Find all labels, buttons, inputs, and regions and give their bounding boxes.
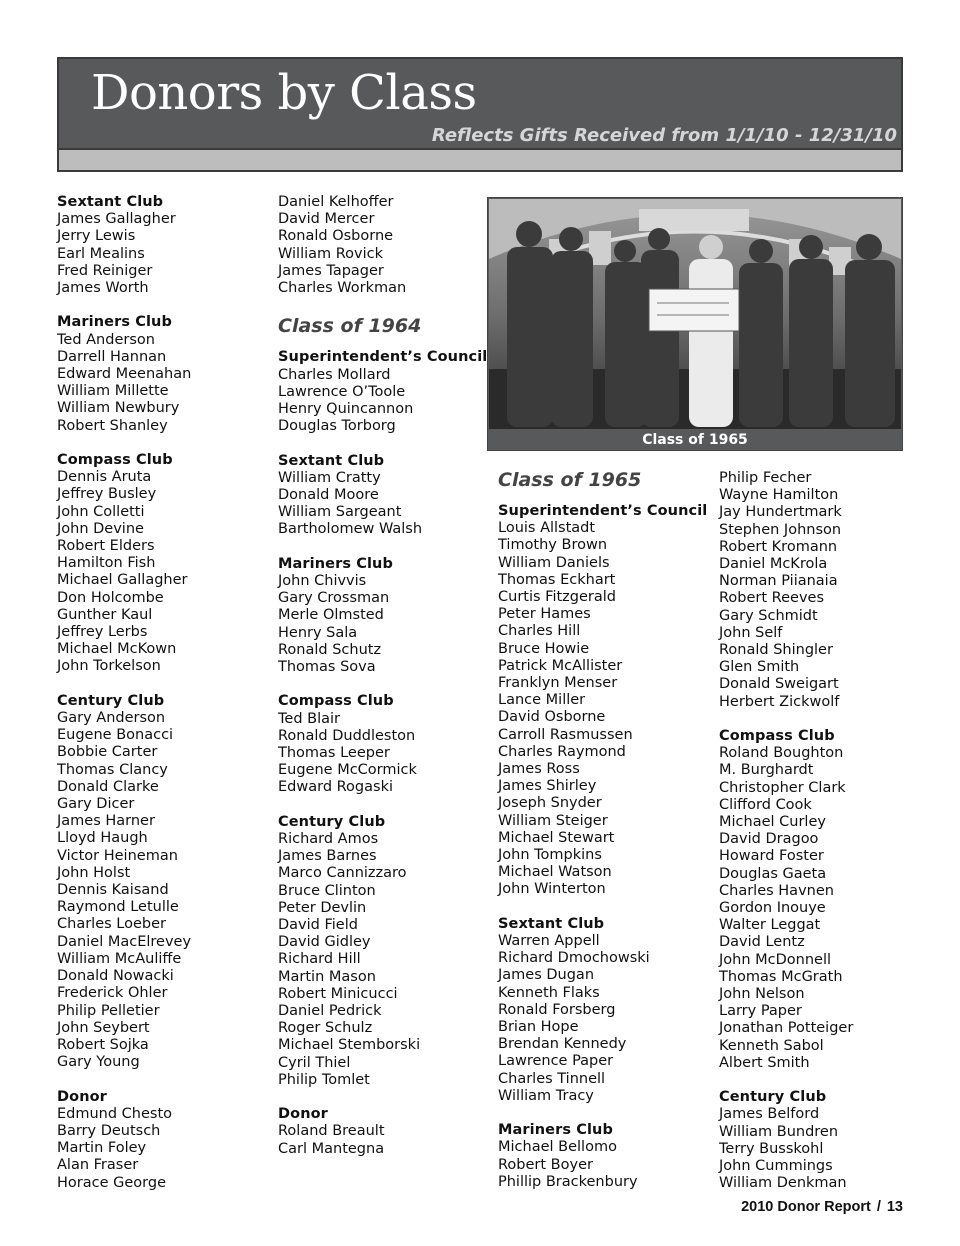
club-heading: Sextant Club: [57, 194, 164, 210]
donor-name: Raymond Letulle: [57, 899, 179, 916]
donor-name: Gunther Kaul: [57, 606, 153, 623]
donor-name: Glen Smith: [719, 659, 800, 676]
donor-name: Frederick Ohler: [57, 985, 168, 1002]
donor-name: William Tracy: [498, 1087, 594, 1104]
page-number: 13: [886, 1199, 903, 1215]
donor-name: Donald Nowacki: [57, 968, 174, 985]
donor-name: Gary Crossman: [278, 590, 390, 607]
donor-name: William Newbury: [57, 400, 180, 417]
donor-name: Martin Mason: [278, 968, 376, 985]
donor-name: Robert Shanley: [57, 417, 168, 434]
donor-name: Philip Pelletier: [57, 1002, 160, 1019]
section-spacer: [498, 1105, 707, 1122]
club-heading: Century Club: [57, 692, 165, 709]
donor-name: Daniel Pedrick: [278, 1003, 382, 1020]
donor-name: Charles Loeber: [57, 916, 166, 933]
section-spacer: [278, 676, 487, 693]
donor-name: Roland Boughton: [719, 745, 844, 762]
donor-name: Ronald Schutz: [278, 641, 382, 658]
donor-name: Bartholomew Walsh: [278, 521, 423, 538]
donor-name: Wayne Hamilton: [719, 487, 839, 504]
club-heading: Superintendent’s Council: [498, 503, 708, 519]
donor-name: Ted Anderson: [57, 331, 155, 348]
donor-name: Brendan Kennedy: [498, 1036, 627, 1053]
donor-name: James Barnes: [278, 848, 377, 865]
donor-name: John Nelson: [719, 986, 805, 1003]
section-spacer: [278, 539, 487, 556]
donor-name: Marco Cannizzaro: [278, 865, 407, 882]
donor-name: Jeffrey Lerbs: [57, 624, 148, 641]
donor-name: James Gallagher: [57, 211, 176, 228]
donor-name: John Winterton: [498, 881, 606, 898]
section-spacer: [498, 899, 707, 916]
donor-name: David Osborne: [498, 709, 606, 726]
class-year-title: Class of 1965: [498, 469, 642, 491]
donor-name: Kenneth Flaks: [498, 984, 600, 1001]
footer-separator: /: [876, 1199, 881, 1215]
donor-name: David Mercer: [278, 211, 375, 228]
donor-name: James Worth: [57, 280, 149, 297]
section-spacer: [278, 1089, 487, 1106]
donor-name: Michael Stewart: [498, 829, 615, 846]
section-spacer: [278, 797, 487, 814]
donor-name: Dennis Kaisand: [57, 882, 169, 899]
donor-name: Albert Smith: [719, 1054, 810, 1071]
section-spacer: [57, 297, 191, 314]
donor-name: Michael Curley: [719, 814, 826, 831]
donor-name: Daniel McKrola: [719, 556, 828, 573]
donor-name: Earl Mealins: [57, 245, 145, 262]
page-subtitle: Reflects Gifts Received from 1/1/10 - 12/31/10: [431, 125, 897, 146]
donor-name: John Torkelson: [57, 658, 161, 675]
donor-name: Robert Elders: [57, 538, 155, 555]
donor-name: Edmund Chesto: [57, 1105, 173, 1122]
donor-name: Darrell Hannan: [57, 348, 167, 365]
donor-name: Don Holcombe: [57, 589, 164, 606]
donor-name: David Field: [278, 917, 358, 934]
donor-name: Eugene McCormick: [278, 762, 417, 779]
donor-name: Phillip Brackenbury: [498, 1173, 638, 1190]
donor-name: Horace George: [57, 1174, 166, 1191]
header-band: [59, 148, 901, 170]
page-header: [57, 57, 903, 172]
donor-column-3: [498, 468, 707, 1191]
donor-name: Henry Quincannon: [278, 401, 414, 418]
donor-name: Carroll Rasmussen: [498, 726, 633, 743]
donor-name: Gary Schmidt: [719, 607, 818, 624]
club-heading: Compass Club: [278, 693, 394, 710]
donor-name: Carl Mantegna: [278, 1140, 385, 1157]
donor-name: James Harner: [57, 813, 155, 830]
donor-name: Charles Mollard: [278, 366, 391, 383]
page-title: Donors by Class: [91, 65, 477, 121]
donor-name: Thomas Sova: [278, 659, 376, 676]
donor-name: Warren Appell: [498, 933, 600, 950]
donor-name: Jeffrey Busley: [57, 486, 157, 503]
donor-name: John Seybert: [57, 1019, 150, 1036]
donor-name: Louis Allstadt: [498, 520, 596, 537]
donor-name: Franklyn Menser: [498, 675, 618, 692]
donor-name: Gary Young: [57, 1054, 140, 1071]
donor-name: James Belford: [719, 1106, 820, 1123]
donor-name: Alan Fraser: [57, 1157, 139, 1174]
donor-name: Douglas Torborg: [278, 418, 396, 435]
donor-name: Donald Clarke: [57, 778, 159, 795]
donor-name: M. Burghardt: [719, 762, 814, 779]
photo-caption: Class of 1965: [642, 432, 748, 448]
donor-name: Bobbie Carter: [57, 744, 158, 761]
donor-name: William Daniels: [498, 554, 610, 571]
donor-name: John Colletti: [57, 503, 145, 520]
donor-name: Daniel Kelhoffer: [278, 194, 394, 210]
section-spacer: [719, 711, 853, 728]
donor-name: Bruce Howie: [498, 640, 590, 657]
donor-name: James Ross: [498, 761, 580, 778]
donor-name: Bruce Clinton: [278, 882, 376, 899]
donor-name: Michael McKown: [57, 641, 177, 658]
donor-name: John Holst: [57, 864, 131, 881]
donor-name: Michael Gallagher: [57, 572, 188, 589]
donor-name: Charles Hill: [498, 623, 581, 640]
donor-name: Lawrence O’Toole: [278, 383, 406, 400]
section-spacer: [57, 435, 191, 452]
donor-name: Thomas Clancy: [57, 761, 168, 778]
donor-column-2: [278, 194, 487, 1158]
donor-name: Michael Stemborski: [278, 1037, 421, 1054]
donor-name: Philip Fecher: [719, 470, 812, 486]
club-heading: Donor: [278, 1106, 328, 1123]
donor-name: Kenneth Sabol: [719, 1037, 824, 1054]
donor-name: Ronald Forsberg: [498, 1001, 616, 1018]
class-photo: [487, 197, 903, 451]
report-name: 2010 Donor Report: [741, 1199, 871, 1215]
club-heading: Compass Club: [57, 452, 173, 469]
club-heading: Superintendent’s Council: [278, 349, 488, 366]
donor-name: Norman Piianaia: [719, 573, 838, 590]
donor-name: Peter Hames: [498, 606, 591, 623]
donor-name: William Sargeant: [278, 504, 402, 521]
donor-name: Jerry Lewis: [57, 228, 136, 245]
donor-name: Martin Foley: [57, 1140, 147, 1157]
donor-name: John Tompkins: [498, 847, 602, 864]
donor-name: Barry Deutsch: [57, 1122, 161, 1139]
donor-name: Timothy Brown: [498, 537, 608, 554]
donor-name: Donald Moore: [278, 487, 379, 504]
section-spacer: [57, 676, 191, 693]
donor-name: Larry Paper: [719, 1003, 802, 1020]
donor-name: Gordon Inouye: [719, 900, 826, 917]
donor-name: Stephen Johnson: [719, 521, 842, 538]
club-heading: Donor: [57, 1088, 107, 1105]
club-heading: Century Club: [278, 813, 386, 830]
donor-column-1: [57, 194, 191, 1192]
donor-name: Thomas Eckhart: [498, 571, 616, 588]
donor-name: Richard Hill: [278, 951, 361, 968]
page-footer: [741, 1199, 903, 1215]
donor-name: Herbert Zickwolf: [719, 693, 840, 710]
donor-name: David Dragoo: [719, 831, 819, 848]
section-spacer: [278, 297, 487, 314]
donor-name: Ronald Osborne: [278, 228, 394, 245]
section-spacer: [57, 1071, 191, 1088]
group-photo-image: [489, 199, 901, 429]
donor-name: Henry Sala: [278, 624, 358, 641]
donor-name: William Steiger: [498, 812, 608, 829]
donor-name: Robert Boyer: [498, 1156, 593, 1173]
donor-name: James Shirley: [498, 778, 597, 795]
donor-name: Jonathan Potteiger: [719, 1020, 854, 1037]
donor-name: Cyril Thiel: [278, 1054, 351, 1071]
donor-name: Joseph Snyder: [498, 795, 602, 812]
donor-name: John McDonnell: [719, 951, 832, 968]
donor-name: Brian Hope: [498, 1019, 579, 1036]
club-heading: Century Club: [719, 1089, 827, 1106]
section-spacer: [719, 1072, 853, 1089]
donor-name: John Self: [719, 624, 783, 641]
donor-name: Terry Busskohl: [719, 1140, 824, 1157]
club-heading: Mariners Club: [278, 555, 393, 572]
donor-name: Peter Devlin: [278, 899, 367, 916]
donor-name: Roger Schulz: [278, 1020, 373, 1037]
donor-name: William Rovick: [278, 245, 384, 262]
donor-name: John Cummings: [719, 1158, 833, 1175]
donor-name: Eugene Bonacci: [57, 727, 174, 744]
donor-name: Charles Havnen: [719, 882, 834, 899]
donor-name: Gary Anderson: [57, 710, 166, 727]
donor-name: Walter Leggat: [719, 917, 821, 934]
donor-name: Jay Hundertmark: [719, 504, 842, 521]
donor-name: Curtis Fitzgerald: [498, 589, 616, 606]
donor-name: Thomas Leeper: [278, 745, 390, 762]
donor-name: Christopher Clark: [719, 779, 846, 796]
donor-name: Ronald Duddleston: [278, 727, 416, 744]
donor-name: Charles Tinnell: [498, 1070, 606, 1087]
donor-name: Charles Raymond: [498, 743, 626, 760]
donor-name: Merle Olmsted: [278, 607, 384, 624]
donor-name: Michael Watson: [498, 864, 612, 881]
donor-name: Robert Minicucci: [278, 985, 398, 1002]
donor-name: Victor Heineman: [57, 847, 178, 864]
donor-column-4: [719, 470, 853, 1193]
donor-name: Donald Sweigart: [719, 676, 839, 693]
donor-name: William Denkman: [719, 1175, 847, 1192]
donor-name: Clifford Cook: [719, 796, 812, 813]
donor-name: Lawrence Paper: [498, 1053, 614, 1070]
donor-name: Patrick McAllister: [498, 657, 623, 674]
donor-name: Robert Sojka: [57, 1036, 149, 1053]
donor-name: William Cratty: [278, 469, 381, 486]
donor-name: James Tapager: [278, 262, 384, 279]
donor-name: William Bundren: [719, 1123, 839, 1140]
donor-name: Thomas McGrath: [719, 968, 843, 985]
donor-name: John Chivvis: [278, 573, 367, 590]
donor-name: Robert Kromann: [719, 538, 838, 555]
donor-name: Michael Bellomo: [498, 1139, 617, 1156]
donor-name: Hamilton Fish: [57, 555, 156, 572]
donor-name: Robert Reeves: [719, 590, 824, 607]
donor-name: Roland Breault: [278, 1123, 385, 1140]
donor-name: Dennis Aruta: [57, 469, 152, 486]
donor-name: William McAuliffe: [57, 950, 182, 967]
donor-name: Richard Dmochowski: [498, 950, 650, 967]
donor-name: Edward Rogaski: [278, 779, 393, 796]
donor-name: Fred Reiniger: [57, 262, 153, 279]
class-year-title: Class of 1964: [278, 315, 422, 338]
donor-name: Lloyd Haugh: [57, 830, 148, 847]
club-heading: Compass Club: [719, 728, 835, 745]
donor-name: John Devine: [57, 520, 144, 537]
donor-name: Ted Blair: [278, 710, 340, 727]
donor-name: Richard Amos: [278, 831, 379, 848]
section-spacer: [278, 435, 487, 452]
donor-name: Lance Miller: [498, 692, 586, 709]
club-heading: Mariners Club: [57, 314, 172, 331]
club-heading: Sextant Club: [278, 452, 385, 469]
donor-name: William Millette: [57, 383, 169, 400]
donor-name: Edward Meenahan: [57, 366, 192, 383]
club-heading: Sextant Club: [498, 915, 605, 932]
donor-name: James Dugan: [498, 967, 595, 984]
donor-name: Howard Foster: [719, 848, 824, 865]
donor-name: Douglas Gaeta: [719, 865, 827, 882]
donor-name: David Lentz: [719, 934, 805, 951]
donor-name: David Gidley: [278, 934, 371, 951]
donor-name: Charles Workman: [278, 280, 407, 297]
donor-name: Ronald Shingler: [719, 642, 833, 659]
donor-name: Daniel MacElrevey: [57, 933, 192, 950]
club-heading: Mariners Club: [498, 1122, 613, 1139]
donor-name: Gary Dicer: [57, 796, 135, 813]
donor-name: Philip Tomlet: [278, 1071, 370, 1088]
